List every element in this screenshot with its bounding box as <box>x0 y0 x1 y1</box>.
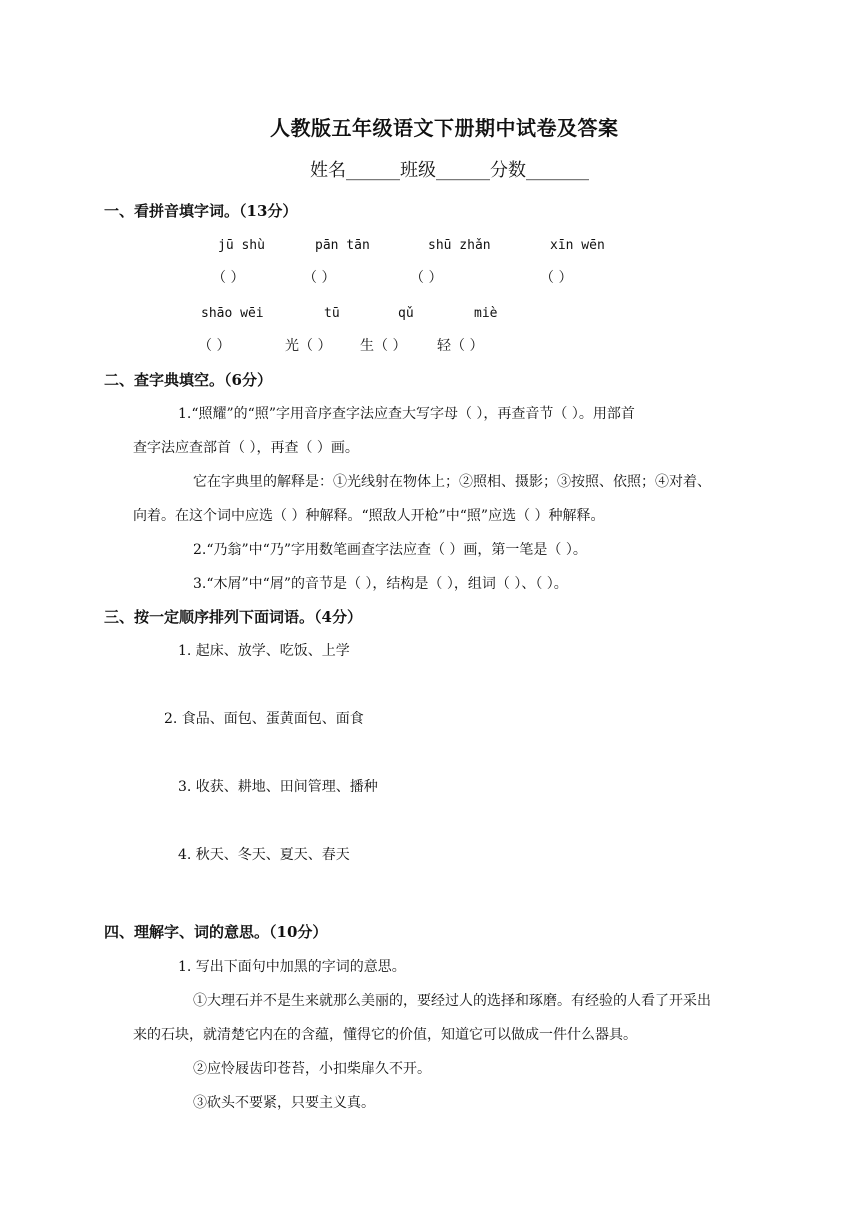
pinyin-shu-zhan: shū zhǎn <box>428 238 491 253</box>
question-line: 向着。在这个词中应选（ ）种解释。“照敌人开枪”中“照”应选（ ）种解释。 <box>133 508 605 524</box>
pinyin-mie: miè <box>474 306 498 321</box>
answer-blank[interactable]: （ ） <box>303 270 336 286</box>
answer-blank[interactable]: （ ） <box>410 270 443 286</box>
question-line: 1. 写出下面句中加黑的字词的意思。 <box>178 959 406 975</box>
question-line: ②应怜屐齿印苍苔，小扣柴扉久不开。 <box>193 1061 431 1077</box>
name-class-score-line: 姓名______班级______分数_______ <box>310 160 589 181</box>
answer-blank[interactable]: 光（ ） <box>285 338 332 354</box>
list-item: 2. 食品、面包、蛋黄面包、面食 <box>164 711 364 727</box>
question-line: 1.“照耀”的“照”字用音序查字法应查大写字母（ ），再查音节（ ）。用部首 <box>178 406 635 422</box>
pinyin-ju-shu: jū shù <box>218 238 265 253</box>
answer-blank[interactable]: 轻（ ） <box>437 338 484 354</box>
pinyin-pan-tan: pān tān <box>315 238 370 253</box>
pinyin-xin-wen: xīn wēn <box>550 238 605 253</box>
section-3-heading: 三、按一定顺序排列下面词语。（4分） <box>104 608 362 626</box>
list-item: 3. 收获、耕地、田间管理、播种 <box>178 779 378 795</box>
question-line: 查字法应查部首（ ），再查（ ）画。 <box>133 440 359 456</box>
list-item: 4. 秋天、冬天、夏天、春天 <box>178 847 350 863</box>
section-1-heading: 一、看拼音填字词。（13分） <box>104 202 298 220</box>
list-item: 1. 起床、放学、吃饭、上学 <box>178 643 350 659</box>
pinyin-tu: tū <box>324 306 340 321</box>
answer-blank[interactable]: （ ） <box>212 270 245 286</box>
answer-blank[interactable]: 生（ ） <box>360 338 407 354</box>
question-line: 2.“乃翁”中“乃”字用数笔画查字法应查（ ）画，第一笔是（ ）。 <box>193 542 587 558</box>
pinyin-shao-wei: shāo wēi <box>201 306 264 321</box>
section-2-heading: 二、查字典填空。（6分） <box>104 371 272 389</box>
question-line: ③砍头不要紧，只要主义真。 <box>193 1095 375 1111</box>
answer-blank[interactable]: （ ） <box>540 270 573 286</box>
question-line: ①大理石并不是生来就那么美丽的，要经过人的选择和琢磨。有经验的人看了开采出 <box>193 993 711 1009</box>
question-line: 它在字典里的解释是：①光线射在物体上；②照相、摄影；③按照、依照；④对着、 <box>193 474 711 490</box>
question-line: 3.“木屑”中“屑”的音节是（ ），结构是（ ），组词（ ）、（ ）。 <box>193 576 568 592</box>
page-title: 人教版五年级语文下册期中试卷及答案 <box>270 116 619 140</box>
question-line: 来的石块，就清楚它内在的含蕴，懂得它的价值，知道它可以做成一件什么器具。 <box>133 1027 637 1043</box>
section-4-heading: 四、理解字、词的意思。（10分） <box>104 923 328 941</box>
answer-blank[interactable]: （ ） <box>198 338 231 354</box>
pinyin-qu: qǔ <box>398 306 414 321</box>
